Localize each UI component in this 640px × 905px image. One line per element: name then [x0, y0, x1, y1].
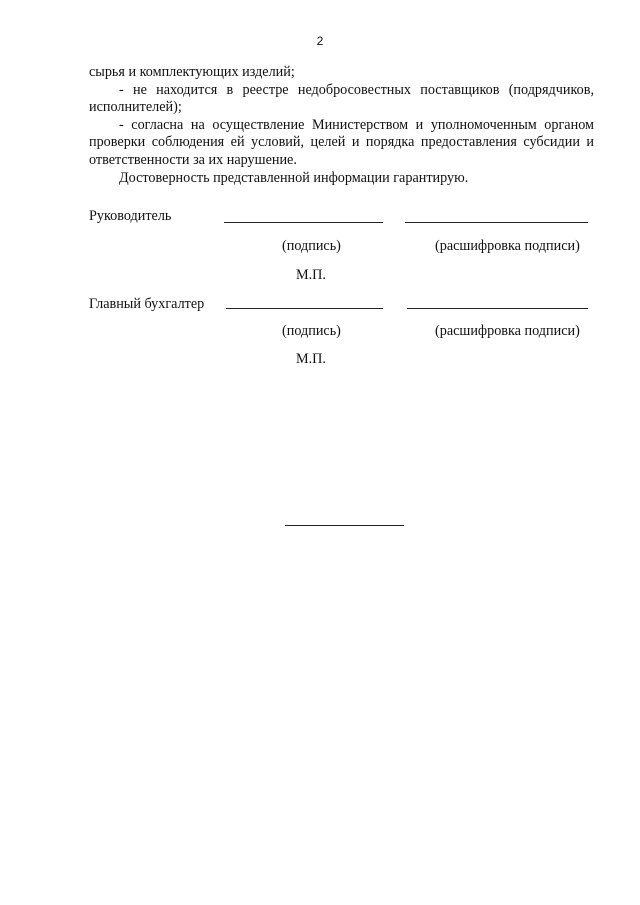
director-signature-line	[224, 222, 383, 223]
director-decode-caption: (расшифровка подписи)	[435, 238, 580, 254]
director-label: Руководитель	[89, 208, 172, 224]
accountant-signature-caption: (подпись)	[282, 323, 341, 339]
director-signature-caption: (подпись)	[282, 238, 341, 254]
director-stamp-mark: М.П.	[296, 267, 326, 283]
page-number: 2	[316, 34, 324, 48]
paragraph-1: сырья и комплектующих изделий;	[89, 64, 295, 80]
body-text	[89, 64, 594, 187]
accountant-decode-line	[407, 308, 588, 309]
paragraph-3: - согласна на осуществление Министерством и уполномоченным органом проверки соблюдения ей условий, целей и порядка предоставления субсидии и ответственности за их нарушение.	[89, 116, 594, 168]
accountant-signature-line	[226, 308, 383, 309]
accountant-decode-caption: (расшифровка подписи)	[435, 323, 580, 339]
paragraph-4: Достоверность представленной информации гарантирую.	[119, 169, 469, 186]
accountant-stamp-mark: М.П.	[296, 351, 326, 367]
director-decode-line	[405, 222, 588, 223]
paragraph-2: - не находится в реестре недобросовестных поставщиков (подрядчиков, исполнителей);	[89, 81, 594, 116]
accountant-label: Главный бухгалтер	[89, 296, 205, 312]
end-of-document-rule	[285, 525, 404, 526]
